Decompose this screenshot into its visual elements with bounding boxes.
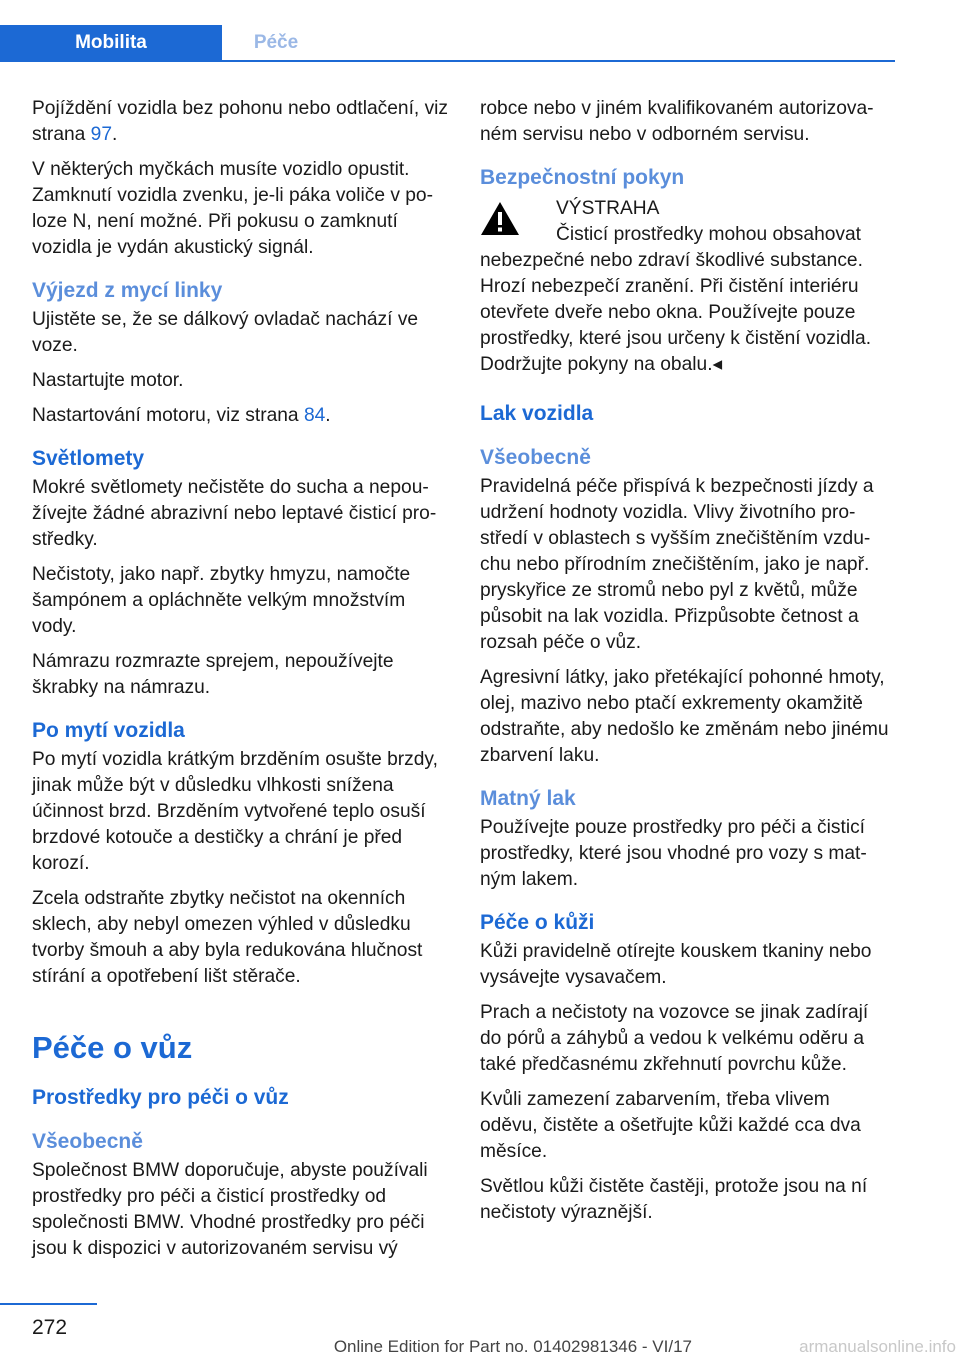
- paragraph: Společnost BMW doporučuje, abyste používali prostředky pro péči a čisticí prostředky od společnosti BMW. Vhodné prostředky pro péči jsou k dispozici v autorizovaném servisu vý: [32, 1160, 428, 1259]
- tab-pece[interactable]: Péče: [253, 32, 299, 53]
- paragraph-text: .: [325, 405, 331, 426]
- paragraph: Kůži pravidelně otírejte kouskem tkaniny nebo vysávejte vysavačem.: [480, 941, 872, 988]
- tab-bar-rule: [0, 60, 895, 62]
- heading-lak-vozidla: Lak vozidla: [480, 402, 594, 425]
- heading-vseobecne: Všeobecně: [32, 1130, 143, 1153]
- heading-vseobecne: Všeobecně: [480, 446, 591, 469]
- heading-svetlomety: Světlomety: [32, 447, 145, 470]
- paragraph: Prach a nečistoty na vozovce se jinak zadírají do pórů a záhybů a vedou k velkému oděru a také předčasnému zkřehnutí povrchu kůže.: [480, 1002, 869, 1075]
- watermark: armanualsonline.info: [799, 1337, 956, 1356]
- paragraph: [32, 96, 450, 148]
- left-column: [32, 96, 450, 1271]
- paragraph: Nastartujte motor.: [32, 370, 184, 391]
- paragraph: Nečistoty, jako např. zbytky hmyzu, namočte šampónem a opláchněte velkým množstvím vody.: [32, 564, 411, 637]
- paragraph: V některých myčkách musíte vozidlo opustit. Zamknutí vozidla zvenku, je-li páka voliče v poloze N, není možné. Při pokusu o zamknutí vozidla je vydán akustický signál.: [32, 159, 433, 258]
- heading-po-myti: Po mytí vozidla: [32, 719, 185, 742]
- chapter-tab-bar: [0, 25, 895, 62]
- heading-bezpecnostni-pokyn: Bezpečnostní pokyn: [480, 166, 685, 189]
- heading-prostredky: Prostředky pro péči o vůz: [32, 1086, 289, 1109]
- heading-pece-o-vuz: Péče o vůz: [32, 1030, 193, 1065]
- paragraph: Kvůli zamezení zabarvením, třeba vlivem oděvu, čistěte a ošetřujte kůži každé cca dva měsíce.: [480, 1089, 861, 1162]
- paragraph: [32, 403, 450, 429]
- paragraph: Mokré světlomety nečistěte do sucha a nepoužívejte žádné abrazivní nebo leptavé čisticí prostředky.: [32, 477, 437, 550]
- warning-title: VÝSTRAHA: [556, 198, 660, 219]
- page-number: 272: [32, 1316, 68, 1339]
- footer-rule: [0, 1303, 97, 1305]
- paragraph: robce nebo v jiném kvalifikovaném autorizovaném servisu nebo v odborném servisu.: [480, 98, 874, 145]
- paragraph: Po mytí vozidla krátkým brzděním osušte brzdy, jinak může být v důsledku vlhkosti snížena účinnost brzd. Brzděním vytvořené teplo osuší brzdové kotouče a destičky a chrání je před korozí.: [32, 749, 438, 874]
- paragraph-text: Pojíždění vozidla bez pohonu nebo odtlačení, viz strana: [32, 98, 449, 145]
- paragraph: Námrazu rozmrazte sprejem, nepoužívejte škrabky na námrazu.: [32, 651, 394, 698]
- paragraph-text: .: [112, 124, 118, 145]
- paragraph: Zcela odstraňte zbytky nečistot na okenních sklech, aby nebyl omezen výhled v důsledku tvorby šmouh a aby byla redukována hlučnost stírání a opotřebení lišt stěrače.: [32, 888, 423, 987]
- edition-note: Online Edition for Part no. 01402981346 - VI/17: [333, 1337, 692, 1356]
- paragraph: Používejte pouze prostředky pro péči a čisticí prostředky, které jsou vhodné pro vozy s matným lakem.: [480, 817, 867, 890]
- page-ref-link[interactable]: 97: [90, 124, 113, 145]
- tab-mobilita[interactable]: Mobilita: [0, 25, 222, 60]
- heading-vyjezd: Výjezd z mycí linky: [32, 279, 223, 302]
- warning-box: [480, 196, 890, 222]
- warning-triangle-icon: [480, 200, 520, 236]
- paragraph: Světlou kůži čistěte častěji, protože jsou na ní nečistoty výraznější.: [480, 1176, 868, 1223]
- heading-pece-o-kuzi: Péče o kůži: [480, 911, 595, 934]
- paragraph-text: Nastartování motoru, viz strana: [32, 405, 304, 426]
- paragraph: Ujistěte se, že se dálkový ovladač nachází ve voze.: [32, 309, 419, 356]
- paragraph: Pravidelná péče přispívá k bezpečnosti jízdy a udržení hodnoty vozidla. Vlivy životního prostředí v oblastech s vyšším znečištěním vzduchu nebo přírodním znečištěním, jako je např. pryskyřice ze stromů nebo pyl z květů, může působit na lak vozidla. Přizpůsobte četnost a rozsah péče o vůz.: [480, 476, 874, 653]
- right-column: [480, 96, 890, 1235]
- paragraph: Agresivní látky, jako přetékající pohonné hmoty, olej, mazivo nebo ptačí exkrementy okamžitě odstraňte, aby nedošlo ke změnám nebo jinému zbarvení laku.: [480, 667, 889, 766]
- warning-text: Čisticí prostředky mohou obsahovat nebezpečné nebo zdraví škodlivé substance. Hrozí nebezpečí zranění. Při čistění interiéru otevřete dveře nebo okna. Používejte pouze prostředky, které jsou určeny k čistění vozidla. Dodržujte pokyny na obalu.◂: [480, 224, 872, 375]
- page-ref-link[interactable]: 84: [303, 405, 326, 426]
- heading-matny-lak: Matný lak: [480, 787, 576, 810]
